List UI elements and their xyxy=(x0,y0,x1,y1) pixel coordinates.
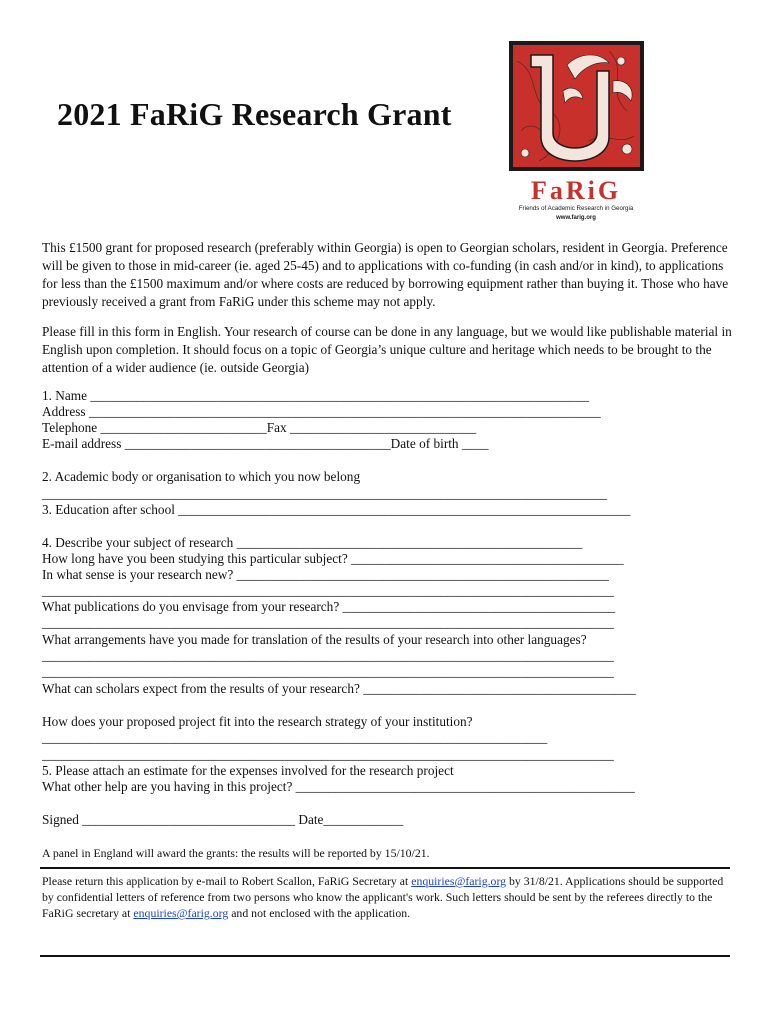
footer-text xyxy=(42,873,732,921)
footer-email-link-1[interactable]: enquiries@farig.org xyxy=(411,874,507,888)
education-line[interactable]: 3. Education after school ____________________________________________________________________ xyxy=(42,502,631,517)
publications-line[interactable]: What publications do you envisage from your research? _________________________________________ xyxy=(42,599,616,614)
intro-paragraph-1: This £1500 grant for proposed research (preferably within Georgia) is open to Georgian scholars, resident in Georgia. Preference will be given to those in mid-career (ie. aged 25-45) and to applications with co-funding (in cash and/or in kind), to applications for less than the £1500 maximum and/or where costs are reduced by borrowing equipment rather than buying it. Those who have previously received a grant from FaRiG under this scheme may not apply. xyxy=(42,240,729,309)
subject-line[interactable]: 4. Describe your subject of research ____________________________________________________ xyxy=(42,535,583,550)
academic-body-question: 2. Academic body or organisation to which you now belong xyxy=(42,469,361,484)
study-duration-line[interactable]: How long have you been studying this particular subject? _________________________________________ xyxy=(42,551,624,566)
name-field-line[interactable]: 1. Name ___________________________________________________________________________ xyxy=(42,388,590,403)
panel-note: A panel in England will award the grants: the results will be reported by 15/10/21. xyxy=(42,846,430,860)
address-field-line[interactable]: Address _____________________________________________________________________________ xyxy=(42,404,601,419)
footer-text-part-1: Please return this application by e-mail to Robert Scallon, FaRiG Secretary at xyxy=(42,874,412,888)
signature-date-line[interactable]: Signed ________________________________ Date____________ xyxy=(42,812,404,827)
translation-answer-line-1[interactable]: ______________________________________________________________________________________ xyxy=(42,648,614,663)
farig-logo xyxy=(509,41,644,223)
page-title: 2021 FaRiG Research Grant xyxy=(57,96,452,132)
translation-question: What arrangements have you made for translation of the results of your research into other languages? xyxy=(42,632,587,647)
strategy-answer-line-1[interactable]: ____________________________________________________________________________ xyxy=(42,730,548,745)
academic-body-answer-line[interactable]: _____________________________________________________________________________________ xyxy=(42,486,608,501)
footer-top-rule xyxy=(40,867,730,869)
strategy-question: How does your proposed project fit into the research strategy of your institution? xyxy=(42,714,473,729)
logo-tagline: Friends of Academic Research in Georgia xyxy=(518,205,634,212)
strategy-answer-line-2[interactable]: ______________________________________________________________________________________ xyxy=(42,747,614,762)
footer-bottom-rule xyxy=(40,955,730,957)
email-dob-line[interactable]: E-mail address ________________________________________Date of birth ____ xyxy=(42,436,489,451)
footer-text-part-3: and not enclosed with the application. xyxy=(228,906,411,920)
translation-answer-line-2[interactable]: ______________________________________________________________________________________ xyxy=(42,664,614,679)
novelty-line[interactable]: In what sense is your research new? ________________________________________________________ xyxy=(42,567,609,582)
publications-answer-line[interactable]: ______________________________________________________________________________________ xyxy=(42,615,614,630)
telephone-fax-line[interactable]: Telephone _________________________Fax ____________________________ xyxy=(42,420,477,435)
other-help-line[interactable]: What other help are you having in this project? ___________________________________________________ xyxy=(42,779,635,794)
logo-url: www.farig.org xyxy=(556,215,596,221)
expenses-instruction: 5. Please attach an estimate for the expenses involved for the research project xyxy=(42,763,454,778)
expectations-line[interactable]: What can scholars expect from the results of your research? _________________________________________ xyxy=(42,681,636,696)
footer-text-part-2: by 31/8/21. Applications should be supported by confidential letters of reference from two persons who know the applicant's work. Such letters should be sent by the referees directly to the FaRiG secretary at xyxy=(42,874,724,920)
novelty-answer-line[interactable]: ______________________________________________________________________________________ xyxy=(42,583,614,598)
logo-wordmark: FaRiG xyxy=(530,176,622,205)
intro-paragraph-2: Please fill in this form in English. Your research of course can be done in any language, but we would like publishable material in English upon completion. It should focus on a topic of Georgia’s unique culture and heritage which needs to be brought to the attention of a wider audience (ie. outside Georgia) xyxy=(42,324,732,375)
footer-email-link-2[interactable]: enquiries@farig.org xyxy=(133,906,229,920)
